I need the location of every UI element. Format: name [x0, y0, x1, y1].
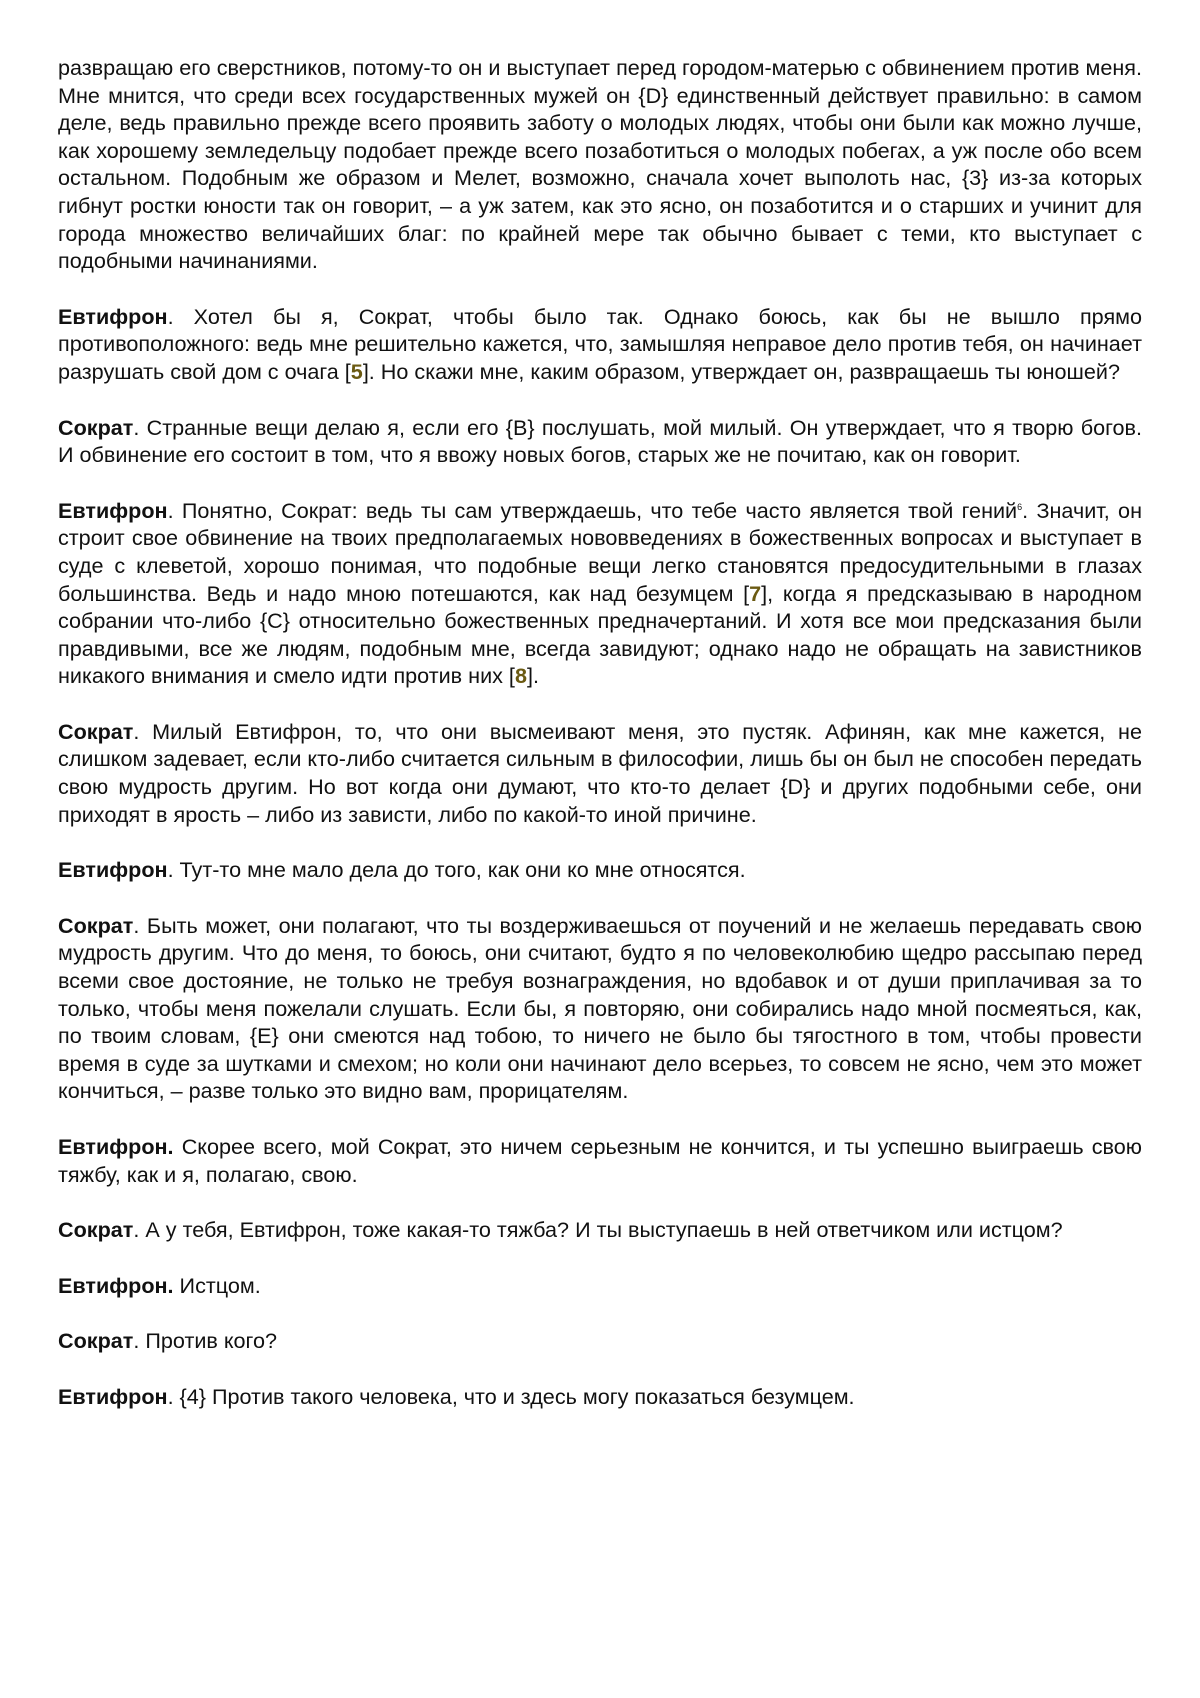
paragraph	[58, 1383, 1142, 1411]
paragraph	[58, 303, 1142, 386]
paragraph-text: . Хотел бы я, Сократ, чтобы было так. Однако боюсь, как бы не вышло прямо противоположного: ведь мне решительно кажется, что, замышляя неправое дело против тебя, он начинает разрушать свой дом с очага [	[58, 303, 1142, 384]
paragraph	[58, 912, 1142, 1105]
paragraph-text: ].	[526, 663, 539, 689]
paragraph-text: . Быть может, они полагают, что ты воздерживаешься от поучений и не желаешь передавать свою мудрость другим. Что до меня, то боюсь, они считают, будто я по человеколюбию щедро рассыпаю перед всеми свое достояние, не только не требуя вознаграждения, но вдобавок и от души приплачивая за то только, чтобы меня пожелали слушать. Если бы, я повторяю, они собирались надо мной посмеяться, как, по твоим словам, {E} они смеются над тобою, то ничего не было бы тягостного в том, чтобы провести время в суде за шутками и смехом; но коли они начинают дело всерьез, то совсем не ясно, чем это может кончиться, – разве только это видно вам, прорицателям.	[58, 912, 1142, 1104]
paragraph-text: . Тут-то мне мало дела до того, как они ко мне относятся.	[167, 857, 746, 883]
paragraph-text: . Понятно, Сократ: ведь ты сам утверждаешь, что тебе часто является твой гений	[167, 497, 1018, 523]
note-reference[interactable]: 5	[350, 358, 363, 384]
paragraph-text: ], когда я предсказываю в народном собрании что-либо {C} относительно божественных предначертаний. И хотя все мои предсказания были правдивыми, все же людям, подобным мне, всегда завидуют; однако надо не обращать на завистников никакого внимания и смело идти против них [	[58, 580, 1142, 689]
paragraph	[58, 1272, 1142, 1300]
paragraph	[58, 718, 1142, 828]
paragraph-text: . Странные вещи делаю я, если его {B} послушать, мой милый. Он утверждает, что я творю богов. И обвинение его состоит в том, что я ввожу новых богов, старых же не почитаю, как он говорит.	[58, 414, 1142, 468]
paragraph-text: . Милый Евтифрон, то, что они высмеивают меня, это пустяк. Афинян, как мне кажется, не слишком задевает, если кто-либо считается сильным в философии, лишь бы он был не способен передать свою мудрость другим. Но вот когда они думают, что кто-то делает {D} и других подобными себе, они приходят в ярость – либо из зависти, либо по какой-то иной причине.	[58, 718, 1142, 827]
speaker-name: Евтифрон	[58, 857, 168, 883]
footnote-marker: 6	[1017, 501, 1023, 512]
speaker-name: Евтифрон.	[58, 1134, 174, 1159]
paragraph	[58, 497, 1142, 690]
speaker-name: Сократ	[58, 414, 134, 440]
speaker-name: Сократ	[58, 718, 134, 744]
paragraph-text: . Значит, он строит свое обвинение на твоих предполагаемых нововведениях в божественных вопросах и выступает в суде с клеветой, хорошо понимая, что подобные вещи легко становятся предосудительными в глазах большинства. Ведь и надо мною потешаются, как над безумцем [	[58, 497, 1142, 606]
speaker-name: Евтифрон	[58, 497, 168, 523]
paragraph	[58, 1216, 1142, 1244]
paragraph	[58, 1133, 1142, 1188]
paragraph	[58, 1327, 1142, 1355]
paragraph-text: . Против кого?	[133, 1328, 277, 1354]
paragraph	[58, 54, 1142, 275]
paragraph-text: Скорее всего, мой Сократ, это ничем серьезным не кончится, и ты успешно выиграешь свою тяжбу, как и я, полагаю, свою.	[58, 1134, 1142, 1187]
paragraph-text: развращаю его сверстников, потому-то он и выступает перед городом-матерью с обвинением против меня. Мне мнится, что среди всех государственных мужей он {D} единственный действует правильно: в самом деле, ведь правильно прежде всего проявить заботу о молодых людях, чтобы они были как можно лучше, как хорошему земледельцу подобает прежде всего позаботиться о молодых побегах, а уж после обо всем остальном. Подобным же образом и Мелет, возможно, сначала хочет выполоть нас, {3} из-за которых гибнут ростки юности так он говорит, – а уж затем, как это ясно, он позаботится и о старших и учинит для города множество величайших благ: по крайней мере так обычно бывает с теми, кто выступает с подобными начинаниями.	[58, 55, 1142, 274]
speaker-name: Евтифрон	[58, 1383, 168, 1409]
speaker-name: Евтифрон	[58, 303, 168, 329]
paragraph	[58, 856, 1142, 884]
note-reference[interactable]: 8	[514, 663, 527, 689]
paragraph-text: . {4} Против такого человека, что и здесь могу показаться безумцем.	[167, 1383, 855, 1409]
paragraph-text: ]. Но скажи мне, каким образом, утверждает он, развращаешь ты юношей?	[362, 358, 1120, 384]
speaker-name: Сократ	[58, 1217, 134, 1243]
paragraph-text: . А у тебя, Евтифрон, тоже какая-то тяжба? И ты выступаешь в ней ответчиком или истцом?	[133, 1217, 1063, 1243]
note-reference[interactable]: 7	[749, 580, 762, 606]
speaker-name: Сократ	[58, 912, 134, 938]
paragraph-text: Истцом.	[173, 1272, 261, 1298]
paragraph	[58, 414, 1142, 469]
speaker-name: Сократ	[58, 1328, 134, 1354]
speaker-name: Евтифрон.	[58, 1272, 174, 1298]
